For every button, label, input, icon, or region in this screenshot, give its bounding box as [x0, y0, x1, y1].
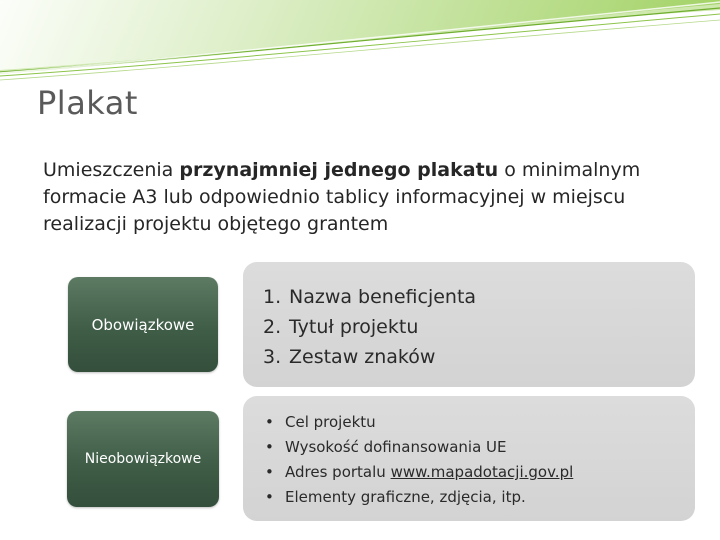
item-text: Adres portalu — [285, 463, 391, 481]
list-item — [263, 282, 476, 312]
list-item — [265, 485, 573, 510]
item-text: Zestaw znaków — [289, 346, 436, 368]
intro-text-start: Umieszczenia — [43, 159, 180, 181]
item-text: Elementy graficzne, zdjęcia, itp. — [285, 488, 526, 506]
list-item — [263, 342, 476, 372]
item-number: 1. — [263, 286, 282, 308]
bullet-icon: • — [265, 438, 274, 456]
optional-label-box — [67, 411, 219, 507]
bullet-icon: • — [265, 488, 274, 506]
mandatory-label: Obowiązkowe — [91, 315, 195, 334]
optional-label: Nieobowiązkowe — [84, 451, 202, 467]
bullet-icon: • — [265, 463, 274, 481]
optional-content-box — [243, 396, 695, 521]
mandatory-label-box — [68, 277, 218, 372]
item-text: Cel projektu — [285, 413, 376, 431]
header-banner — [0, 0, 720, 90]
bullet-icon: • — [265, 413, 274, 431]
item-number: 2. — [263, 316, 282, 338]
list-item — [265, 460, 573, 485]
item-text: Tytuł projektu — [289, 316, 419, 338]
optional-list — [265, 410, 573, 510]
mandatory-list — [263, 282, 476, 372]
item-text: Nazwa beneficjenta — [289, 286, 477, 308]
intro-paragraph — [43, 157, 683, 238]
item-text: Wysokość dofinansowania UE — [285, 438, 507, 456]
item-number: 3. — [263, 346, 282, 368]
list-item — [265, 435, 573, 460]
portal-link[interactable]: www.mapadotacji.gov.pl — [390, 463, 574, 481]
list-item — [263, 312, 476, 342]
intro-text-end: o minimalnym formacie A3 lub odpowiednio tablicy informacyjnej w miejscu realizacji projektu objętego grantem — [43, 159, 641, 235]
slide-title: Plakat — [37, 84, 138, 122]
list-item — [265, 410, 573, 435]
intro-bold-text: przynajmniej jednego plakatu — [179, 159, 499, 181]
mandatory-content-box — [243, 262, 695, 387]
